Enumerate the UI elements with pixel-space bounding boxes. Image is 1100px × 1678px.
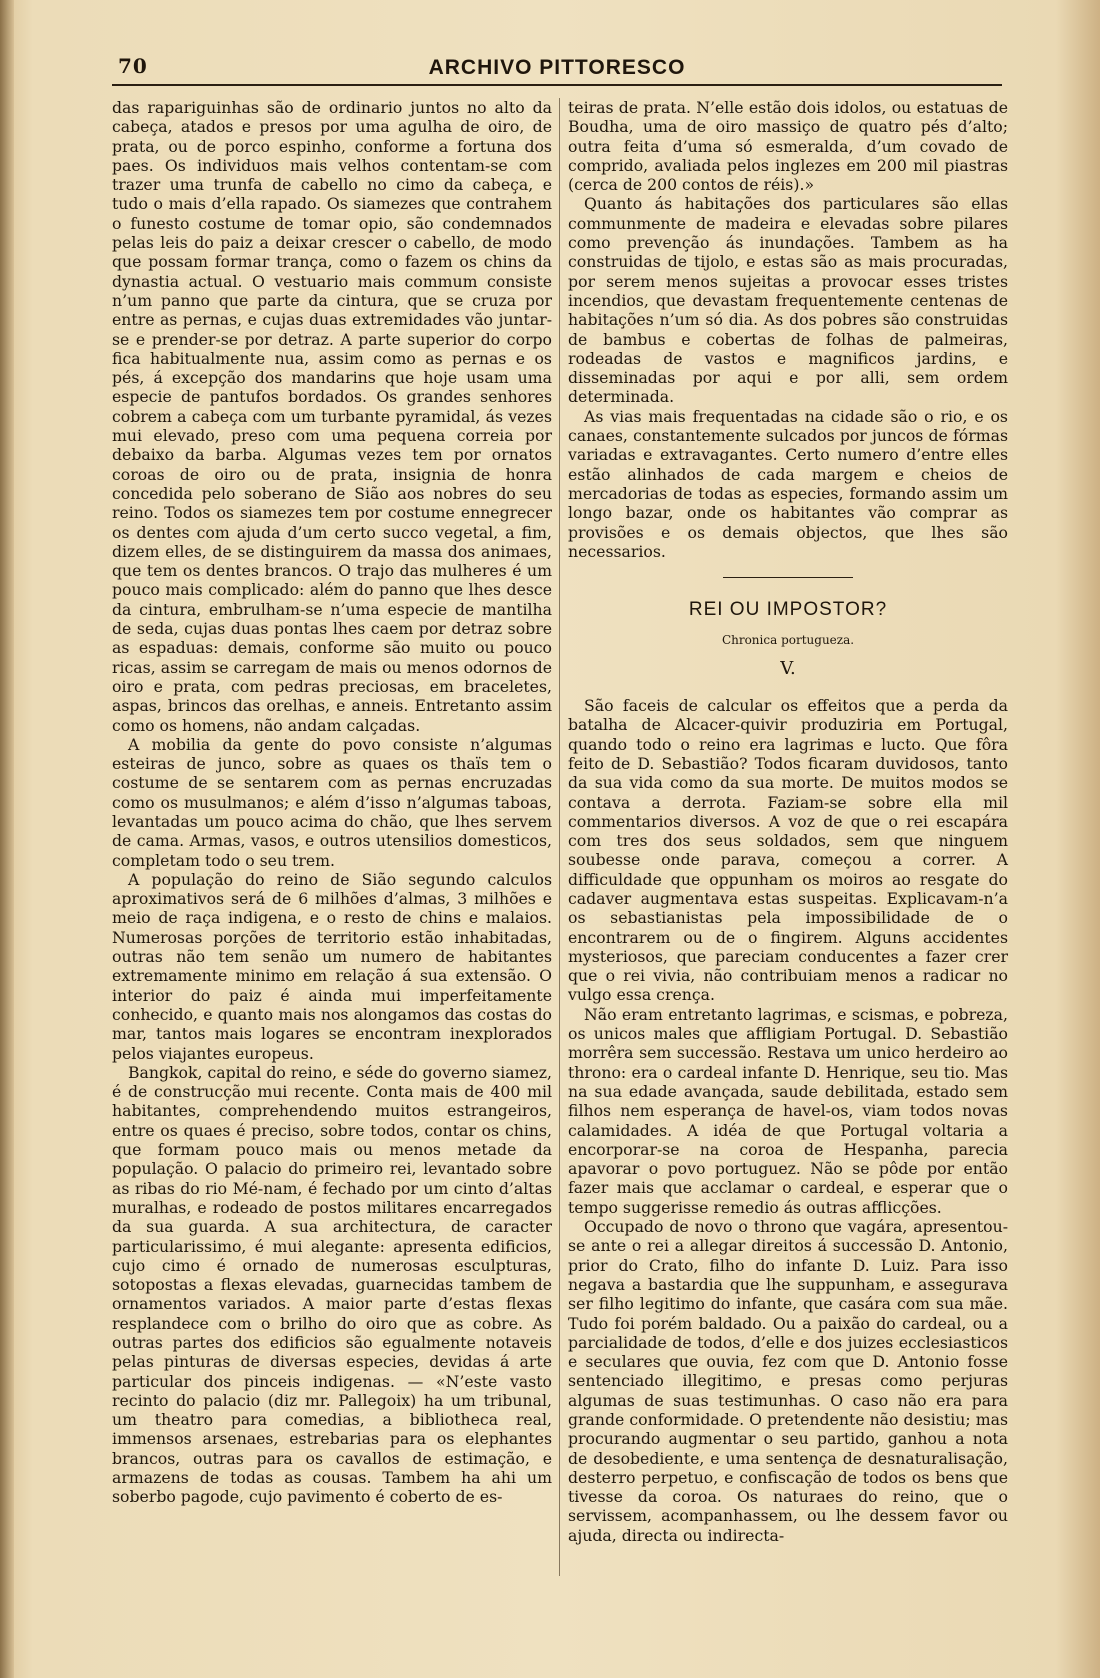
- right-column: [568, 98, 1008, 1576]
- page-number: 70: [118, 54, 148, 78]
- page-header: [112, 52, 1002, 86]
- paragraph: das rapariguinhas são de ordinario juntos no alto da cabeça, atados e presos por uma agulha de oiro, de prata, ou de porco espinho, conforme a fortuna dos paes. Os individuos mais velhos contentam-se com trazer uma trunfa de cabello no cimo da cabeça, e tudo o mais d’ella rapado. Os siamezes que contrahem o funesto costume de tomar opio, são condemnados pelas leis do paiz a deixar crescer o cabello, de modo que possam formar trança, como o fazem os chins da dynastia actual. O vestuario mais commum consiste n’um panno que parte da cintura, que se cruza por entre as pernas, e cujas duas extremidades vão juntar-se e prender-se por detraz. A parte superior do corpo fica habitualmente nua, assim como as pernas e os pés, á excepção dos mandarins que hoje usam uma especie de pantufos bordados. Os grandes senhores cobrem a cabeça com um turbante pyramidal, ás vezes mui elevado, preso com uma pequena correia por debaixo da barba. Algumas vezes tem por ornatos coroas de oiro ou de prata, insignia de honra concedida pelo soberano de Sião aos nobres do seu reino. Todos os siamezes tem por costume ennegrecer os dentes com ajuda d’um certo succo vegetal, a fim, dizem elles, de se distinguirem da massa dos animaes, que tem os dentes brancos. O trajo das mulheres é um pouco mais complicado: além do panno que lhes desce da cintura, embrulham-se n’uma especie de mantilha de seda, cujas duas pontas lhes caem por detraz sobre as espaduas: demais, conforme são muito ou pouco ricas, assim se carregam de mais ou menos odornos de oiro e prata, com pedras preciosas, em braceletes, aspas, brincos das orelhas, e anneis. Entretanto assim como os homens, não andam calçadas.: [112, 98, 552, 735]
- paragraph: Bangkok, capital do reino, e séde do governo siamez, é de construcção mui recente. Conta mais de 400 mil habitantes, comprehendendo muitos estrangeiros, entre os quaes é preciso, sobre todos, contar os chins, que formam pouco mais ou menos metade da população. O palacio do primeiro rei, levantado sobre as ribas do rio Mé-nam, é fechado por um cinto d’altas muralhas, e rodeado de postos militares encarregados da sua guarda. A sua architectura, de caracter particularissimo, é mui alegante: apresenta edificios, cujo cimo é ornado de numerosas esculpturas, sotopostas a flexas elevadas, guarnecidas tambem de ornamentos variados. A maior parte d’estas flexas resplandece com o brilho do oiro que as cobre. As outras partes dos edificios são egualmente notaveis pelas pinturas de diversas especies, devidas á arte particular dos pinceis indigenas. — «N’este vasto recinto do palacio (diz mr. Pallegoix) ha um tribunal, um theatro para comedias, a bibliotheca real, immensos arsenaes, estrebarias para os elephantes brancos, outras para os cavallos de estimação, e armazens de todas as cousas. Tambem ha ahi um soberbo pagode, cujo pavimento é coberto de es-: [112, 1062, 552, 1507]
- column-divider: [559, 98, 560, 1576]
- paragraph: A população do reino de Sião segundo calculos aproximativos será de 6 milhões d’almas, 3 milhões e meio de raça indigena, e o resto de chins e malaios. Numerosas porções de territorio estão inhabitadas, outras não tem senão um numero de habitantes extremamente minimo em relação á sua extensão. O interior do paiz é ainda mui imperfeitamente conhecido, e quanto mais nos alongamos das costas do mar, tantos mais logares se encontram inexplorados pelos viajantes europeus.: [112, 869, 552, 1063]
- article-subtitle: Chronica portugueza.: [721, 633, 855, 648]
- paragraph: Não eram entretanto lagrimas, e scismas, e pobreza, os unicos males que affligiam Portugal. D. Sebastião morrêra sem succes​são. Restava um unico herdeiro ao throno: era o cardeal infante D. Henrique, seu tio. Mas na sua edade avançada, saude debilitada, estado sem filhos nem esperança de havel-os, viam todos novas calamidades. A idéa de que Portugal voltaria a encorporar-se na coroa de Hespanha, parecia apavorar o povo portuguez. Não se pôde por então fazer mais que acclamar o cardeal, e esperar que o tempo suggerisse remedio ás outras afflicções.: [568, 1004, 1008, 1217]
- article-title: REI OU IMPOSTOR?: [688, 599, 888, 621]
- chapter-number: V.: [780, 657, 796, 679]
- paragraph: São faceis de calcular os effeitos que a perda da batalha de Alcacer-quivir produziria em Portugal, quando todo o reino era lagrimas e lucto. Que fôra feito de D. Sebastião? Todos ficaram duvidosos, tanto da sua vida como da sua morte. De muitos modos se contava a derrota. Faziam-se sobre ella mil commentarios diversos. A voz de que o rei escapára com tres dos seus soldados, sem que ninguem soubesse onde parava, começou a correr. A difficuldade que oppunham os moiros ao resgate do cadaver augmentava estas suspeitas. Explicavam-n’a os sebastianistas pela impossibilidade de o encontrarem ou de o fingirem. Alguns accidentes mysteriosos, que pareciam conducentes a fazer crer que o rei vivia, não contribuiam menos a radicar no vulgo essa crença.: [568, 696, 1008, 1005]
- paragraph: As vias mais frequentadas na cidade são o rio, e os canaes, constantemente sulcados por juncos de fórmas variadas e extravagantes. Certo numero d’entre elles estão alinhados de cada margem e cheios de mercadorias de todas as especies, formando assim um longo bazar, onde os habitantes vão comprar as provisões e os demais objectos, que lhes são necessarios.: [568, 406, 1008, 561]
- left-column: [112, 98, 552, 1576]
- paragraph: Occupado de novo o throno que vagára, apresentou-se ante o rei a allegar direitos á successão D. Antonio, prior do Crato, filho do infante D. Luiz. Para isso negava a bastardia que lhe suppunham, e assegurava ser filho legitimo do infante, que casára com sua mãe. Tudo foi porém baldado. Ou a paixão do cardeal, ou a parcialidade de todos, d’elle e dos juizes ecclesiasticos e seculares que ouvia, fez com que D. Antonio fosse sentenciado illegitimo, e presas como perjuras algumas de suas testimunhas. O caso não era para grande conformidade. O pretendente não desistiu; mas procurando augmentar o seu partido, ganhou a nota de desobediente, e uma sentença de desnaturalisação, desterro perpetuo, e confiscação de todos os bens que tivesse da coroa. Os naturaes do reino, que o servissem, acompanhassem, ou lhe dessem favor ou ajuda, directa ou indirecta-: [568, 1217, 1008, 1545]
- running-title: ARCHIVO PITTORESCO: [428, 56, 686, 79]
- section-separator-rule: [723, 577, 853, 578]
- paragraph: A mobilia da gente do povo consiste n’algumas esteiras de junco, sobre as quaes os thaïs tem o costume de se sentarem com as pernas encruzadas como os musulmanos; e além d’isso n’algumas taboas, levantadas um pouco acima do chão, que lhes servem de cama. Armas, vasos, e outros utensilios domesticos, completam todo o seu trem.: [112, 734, 552, 870]
- paragraph: teiras de prata. N’elle estão dois idolos, ou estatuas de Boudha, uma de oiro massiço de quatro pés d’alto; outra feita d’uma só esmeralda, d’um covado de comprido, avaliada pelos inglezes em 200 mil piastras (cerca de 200 contos de réis).»: [568, 98, 1008, 195]
- book-spine-edge: [0, 0, 14, 1678]
- paragraph: Quanto ás habitações dos particulares são ellas communmente de madeira e elevadas sobre pilares como prevenção ás inundações. Tambem as ha construidas de tijolo, e estas são as mais procuradas, por serem menos sujeitas a provocar esses tristes incendios, que devastam frequentemente centenas de habitações n’um só dia. As dos pobres são construidas de bambus e cobertas de folhas de palmeiras, rodeadas de vastos e magnificos jardins, e disseminadas por aqui e por alli, sem ordem determinada.: [568, 194, 1008, 407]
